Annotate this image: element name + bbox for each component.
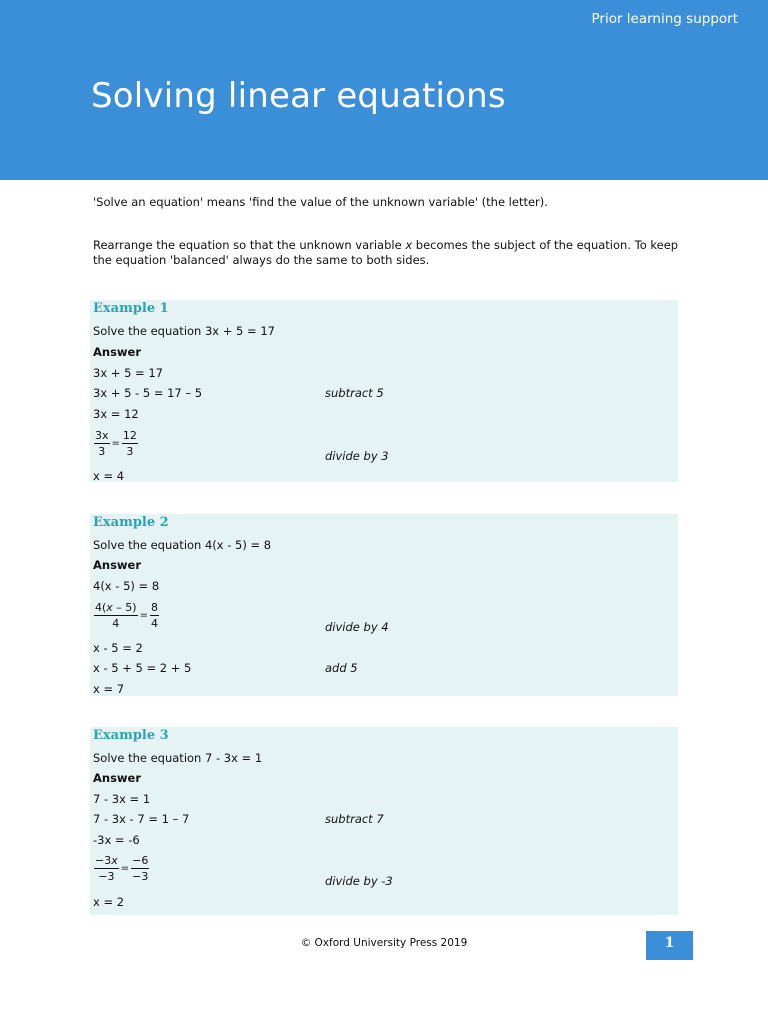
numerator-part: 4( — [95, 601, 107, 614]
fraction-denominator: 4 — [112, 617, 120, 630]
example-title: Example 2 — [93, 515, 169, 530]
intro-paragraph-1: 'Solve an equation' means 'find the value of the unknown variable' (the letter). — [93, 195, 548, 209]
step-line: 3x + 5 - 5 = 17 – 5 — [93, 386, 203, 400]
example-title: Example 1 — [93, 301, 169, 316]
equals-sign: = — [139, 610, 148, 621]
fraction-right — [150, 601, 159, 630]
fraction-numerator — [94, 854, 119, 869]
example-2-box — [90, 514, 678, 696]
step-note: add 5 — [325, 661, 358, 675]
step-line: 7 - 3x = 1 — [93, 792, 151, 806]
example-1-box — [90, 300, 678, 482]
fraction-equation — [94, 854, 149, 883]
example-title: Example 3 — [93, 728, 169, 743]
numerator-part: −3 — [95, 854, 112, 867]
fraction-left — [94, 601, 138, 630]
page-title: Solving linear equations — [91, 76, 506, 116]
example-question: Solve the equation 3x + 5 = 17 — [93, 324, 275, 338]
step-line: 7 - 3x - 7 = 1 – 7 — [93, 812, 190, 826]
step-note: subtract 5 — [325, 386, 384, 400]
intro-paragraph-2 — [93, 238, 683, 268]
fraction-numerator: 3x — [95, 429, 109, 442]
fraction-numerator: −6 — [132, 854, 149, 867]
intro-p2-end: becomes the subject of the equation. To keep the equation 'balanced' always do the same to both sides. — [93, 238, 679, 267]
result-line: x = 4 — [93, 469, 125, 483]
fraction-numerator — [94, 601, 138, 616]
fraction-left — [94, 854, 119, 883]
step-line: -3x = -6 — [93, 833, 140, 847]
result-line: x = 2 — [93, 895, 125, 909]
step-line: 4(x - 5) = 8 — [93, 579, 160, 593]
example-question: Solve the equation 7 - 3x = 1 — [93, 751, 263, 765]
step-line: x - 5 = 2 — [93, 641, 143, 655]
fraction-denominator: 4 — [151, 617, 158, 630]
fraction-denominator: 3 — [126, 445, 134, 458]
example-3-box — [90, 727, 678, 915]
step-note: divide by 3 — [325, 449, 389, 463]
step-line: x - 5 + 5 = 2 + 5 — [93, 661, 192, 675]
fraction-left — [94, 429, 110, 458]
result-line: x = 7 — [93, 682, 125, 696]
step-line: 3x = 12 — [93, 407, 139, 421]
fraction-equation — [94, 601, 159, 630]
numerator-variable: x — [111, 854, 118, 867]
intro-p2-variable: x — [405, 238, 413, 252]
fraction-right — [122, 429, 138, 458]
header-tag: Prior learning support — [591, 11, 738, 27]
answer-label: Answer — [93, 558, 142, 572]
step-note: subtract 7 — [325, 812, 384, 826]
fraction-numerator: 8 — [151, 601, 158, 614]
page-number: 1 — [646, 931, 693, 960]
page-header — [0, 0, 768, 180]
equals-sign: = — [120, 863, 130, 874]
numerator-variable: x — [106, 601, 113, 614]
fraction-denominator: −3 — [132, 870, 149, 883]
fraction-denominator: 3 — [98, 445, 106, 458]
numerator-part: – 5) — [112, 601, 137, 614]
answer-label: Answer — [93, 345, 142, 359]
equals-sign: = — [111, 438, 120, 449]
fraction-numerator: 12 — [122, 429, 137, 442]
step-note: divide by -3 — [325, 874, 393, 888]
fraction-denominator: −3 — [98, 870, 115, 883]
copyright-footer: © Oxford University Press 2019 — [300, 937, 468, 949]
example-question: Solve the equation 4(x - 5) = 8 — [93, 538, 272, 552]
step-note: divide by 4 — [325, 620, 389, 634]
answer-label: Answer — [93, 771, 142, 785]
intro-p2-start: Rearrange the equation so that the unknown variable — [93, 238, 406, 252]
fraction-equation — [94, 429, 138, 458]
fraction-right — [131, 854, 149, 883]
step-line: 3x + 5 = 17 — [93, 366, 163, 380]
